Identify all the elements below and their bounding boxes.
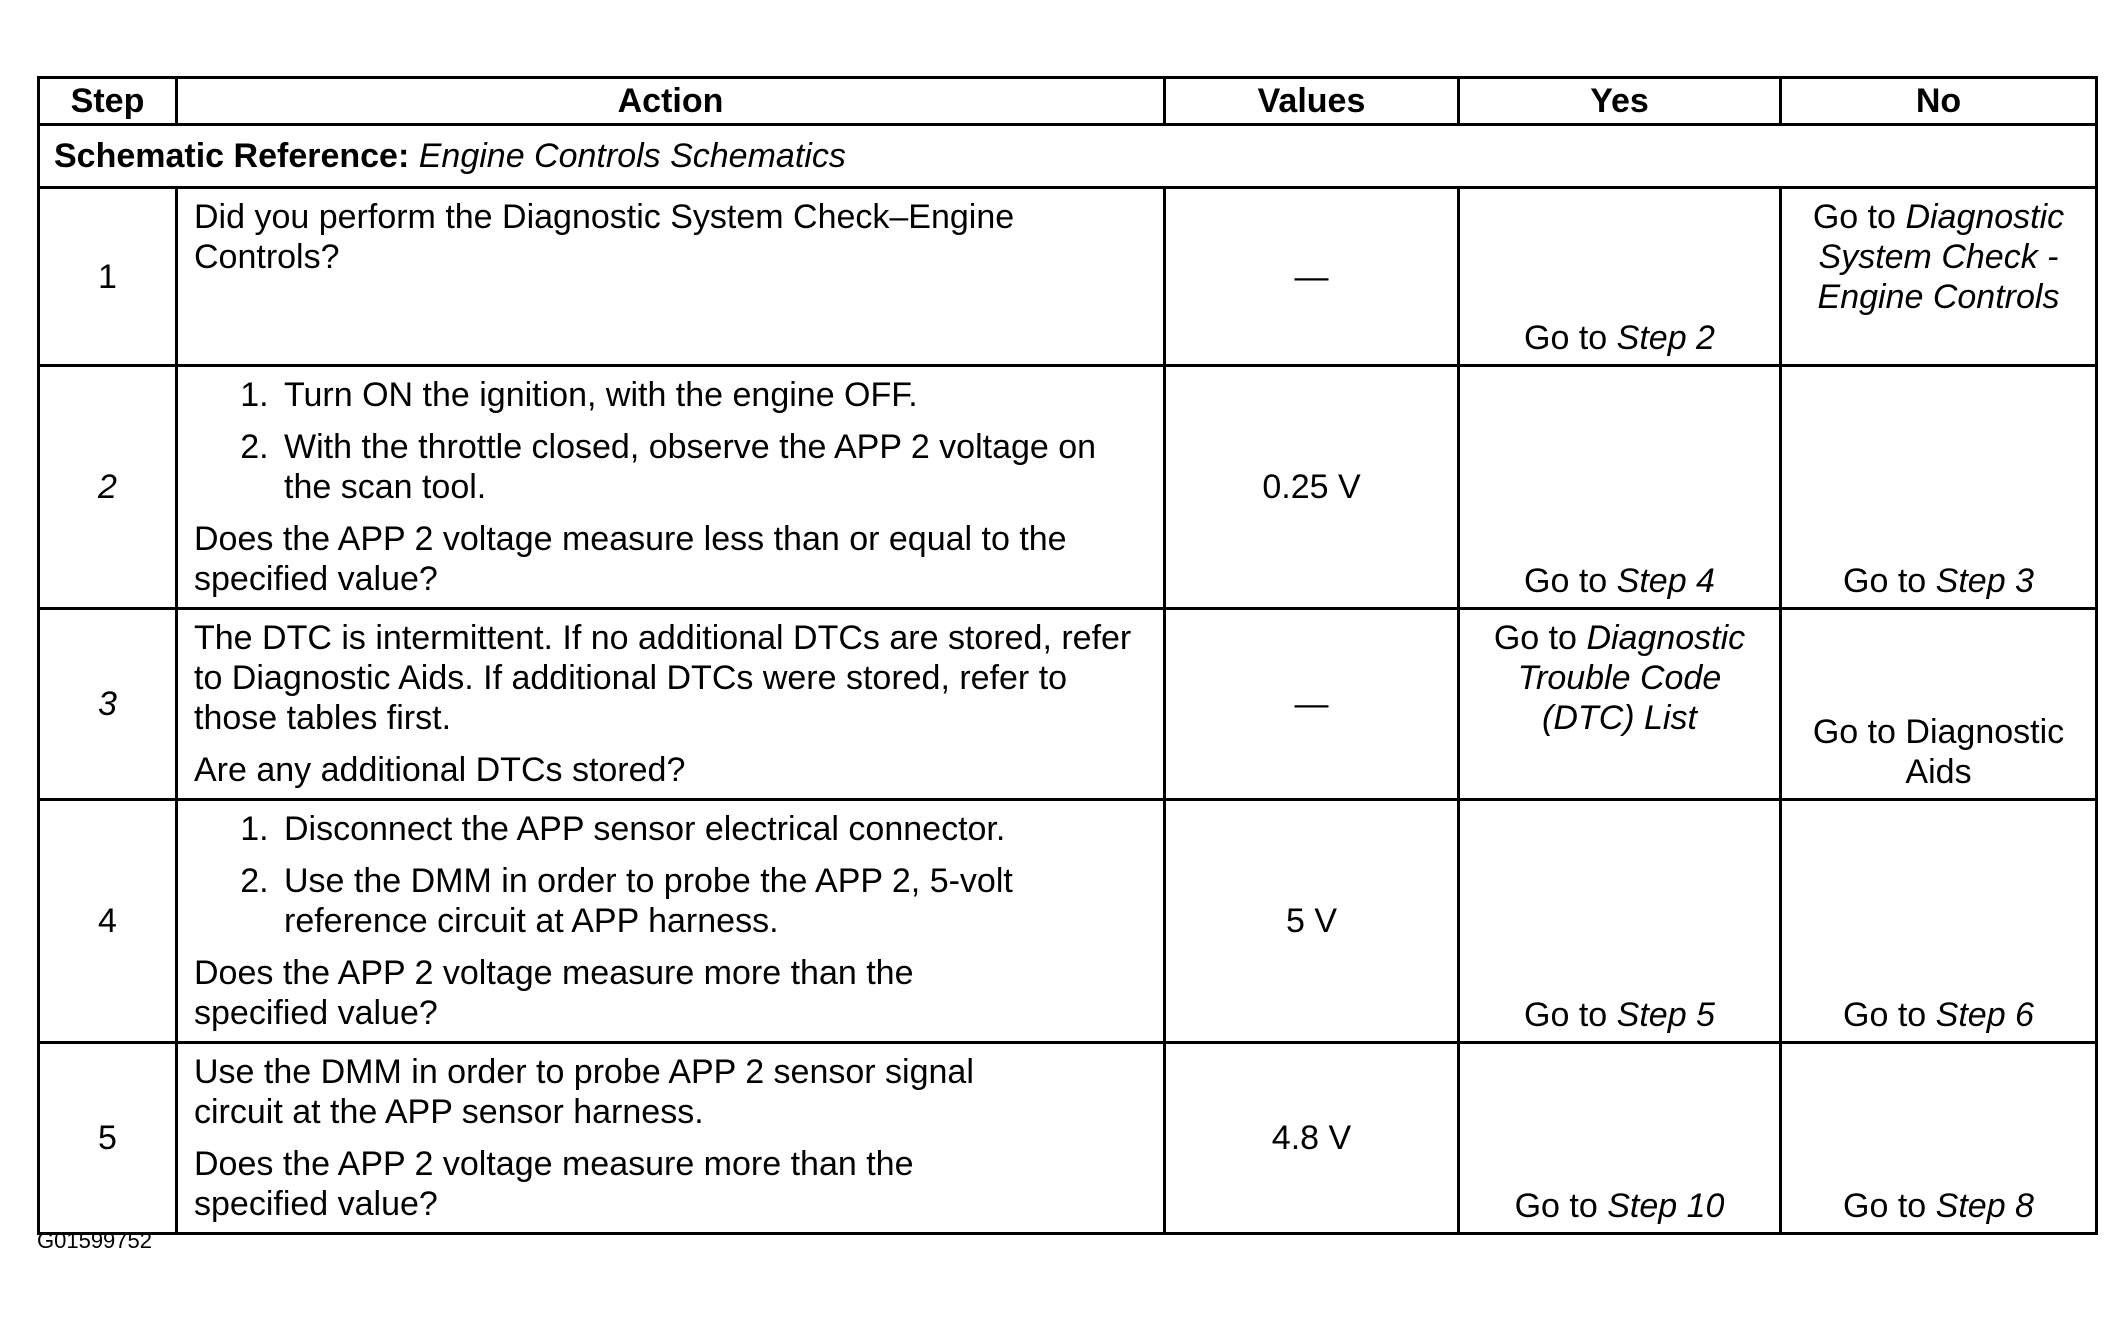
schematic-reference-link[interactable]: Engine Controls Schematics	[418, 137, 846, 175]
header-values: Values	[1165, 78, 1459, 125]
yes-prefix: Go to	[1524, 996, 1608, 1034]
action-step: 1. Turn ON the ignition, with the engine OFF.	[278, 375, 1147, 415]
no-prefix: Go to	[1812, 198, 1896, 236]
schematic-reference-row	[39, 125, 2097, 188]
step-number: 5	[39, 1043, 177, 1234]
table-row	[39, 609, 2097, 800]
yes-link[interactable]: Step 2	[1616, 319, 1715, 357]
table-row	[39, 188, 2097, 366]
no-prefix: Go to	[1843, 996, 1927, 1034]
header-yes: Yes	[1459, 78, 1781, 125]
value-cell: 0.25 V	[1165, 366, 1459, 609]
no-link[interactable]: Step 6	[1935, 996, 2034, 1034]
action-text: Did you perform the Diagnostic System Check–Engine Controls?	[194, 198, 1015, 276]
yes-link[interactable]: Step 5	[1616, 996, 1715, 1034]
value-cell: —	[1165, 609, 1459, 800]
no-prefix: Go to	[1843, 1187, 1927, 1225]
step-number: 3	[39, 609, 177, 800]
yes-prefix: Go to	[1524, 562, 1608, 600]
no-cell[interactable]	[1781, 1043, 2097, 1234]
yes-link[interactable]: Step 4	[1616, 562, 1715, 600]
action-question: Does the APP 2 voltage measure more than the specified value?	[194, 1145, 914, 1223]
no-cell[interactable]	[1781, 800, 2097, 1043]
diagnostic-table	[37, 76, 2098, 1235]
table-row	[39, 366, 2097, 609]
yes-cell[interactable]	[1459, 1043, 1781, 1234]
yes-prefix: Go to	[1514, 1187, 1598, 1225]
yes-link[interactable]: Diagnostic Trouble Code (DTC) List	[1517, 619, 1746, 737]
action-question: Are any additional DTCs stored?	[194, 751, 686, 789]
yes-cell[interactable]	[1459, 366, 1781, 609]
action-cell	[177, 1043, 1165, 1234]
yes-link[interactable]: Step 10	[1607, 1187, 1725, 1225]
yes-cell[interactable]	[1459, 188, 1781, 366]
action-text: Use the DMM in order to probe APP 2 sensor signal circuit at the APP sensor harness.	[194, 1053, 974, 1131]
action-cell	[177, 188, 1165, 366]
step-number: 1	[39, 188, 177, 366]
table-row	[39, 800, 2097, 1043]
action-step: 2. With the throttle closed, observe the APP 2 voltage on the scan tool.	[278, 427, 1147, 507]
schematic-reference-label: Schematic Reference:	[54, 137, 410, 175]
no-prefix: Go to	[1843, 562, 1927, 600]
header-no: No	[1781, 78, 2097, 125]
action-step: 1. Disconnect the APP sensor electrical connector.	[278, 809, 1147, 849]
action-steps-list	[194, 809, 1147, 941]
header-row	[39, 78, 2097, 125]
schematic-reference-cell	[39, 125, 2097, 188]
figure-id: G01599752	[37, 1228, 152, 1253]
yes-prefix: Go to	[1524, 319, 1608, 357]
yes-prefix: Go to	[1493, 619, 1577, 657]
action-question: Does the APP 2 voltage measure more than the specified value?	[194, 954, 914, 1032]
no-link[interactable]: Diagnostic System Check - Engine Controls	[1817, 198, 2065, 316]
action-step: 2. Use the DMM in order to probe the APP 2, 5-volt reference circuit at APP harness.	[278, 861, 1147, 941]
no-link[interactable]: Step 3	[1935, 562, 2034, 600]
value-cell: 4.8 V	[1165, 1043, 1459, 1234]
no-link[interactable]: Step 8	[1935, 1187, 2034, 1225]
header-action: Action	[177, 78, 1165, 125]
step-number: 4	[39, 800, 177, 1043]
diagnostic-table-sheet	[37, 76, 2095, 1235]
step-number: 2	[39, 366, 177, 609]
no-cell[interactable]	[1781, 366, 2097, 609]
no-text[interactable]: Go to Diagnostic Aids	[1812, 713, 2065, 791]
action-steps-list	[194, 375, 1147, 507]
value-cell: 5 V	[1165, 800, 1459, 1043]
yes-cell[interactable]	[1459, 609, 1781, 800]
action-cell	[177, 366, 1165, 609]
table-row	[39, 1043, 2097, 1234]
no-cell[interactable]	[1781, 609, 2097, 800]
value-cell: —	[1165, 188, 1459, 366]
action-text: The DTC is intermittent. If no additional DTCs are stored, refer to Diagnostic Aids. If additional DTCs were stored, refer to those tables first.	[194, 619, 1132, 737]
action-cell	[177, 800, 1165, 1043]
header-step: Step	[39, 78, 177, 125]
action-cell	[177, 609, 1165, 800]
action-question: Does the APP 2 voltage measure less than or equal to the specified value?	[194, 520, 1067, 598]
no-cell[interactable]	[1781, 188, 2097, 366]
yes-cell[interactable]	[1459, 800, 1781, 1043]
